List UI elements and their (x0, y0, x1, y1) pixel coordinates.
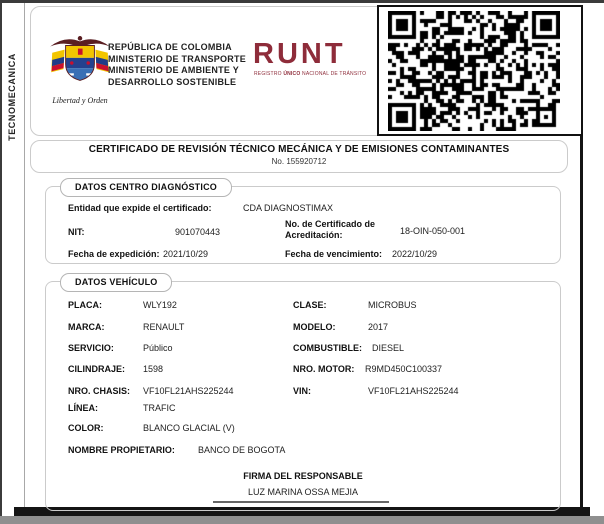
signature-title: FIRMA DEL RESPONSABLE (243, 471, 363, 481)
field-propietario-label: NOMBRE PROPIETARIO: (68, 445, 175, 455)
certificate-number: No. 155920712 (271, 157, 327, 166)
side-vertical-label: TECNOMECANICA (7, 53, 17, 141)
runt-subtitle-suffix: NACIONAL DE TRÁNSITO (300, 71, 367, 77)
field-entity-value: CDA DIAGNOSTIMAX (243, 203, 334, 213)
field-cilindraje-label: CILINDRAJE: (68, 364, 126, 374)
field-marca-label: MARCA: (68, 322, 105, 332)
field-placa-value: WLY192 (143, 300, 177, 310)
scan-frame-bottom-shadow (0, 516, 604, 524)
signature-line (213, 501, 389, 503)
scan-frame-top (0, 0, 604, 3)
field-clase-label: CLASE: (293, 300, 327, 310)
field-clase-value: MICROBUS (368, 300, 417, 310)
colombia-coat-of-arms-icon (44, 32, 116, 94)
field-expiry-date-label: Fecha de vencimiento: (285, 249, 383, 259)
page-left-edge (24, 3, 25, 507)
runt-subtitle-bold: ÚNICO (283, 71, 301, 77)
field-vin-label: VIN: (293, 386, 311, 396)
field-combustible-value: DIESEL (372, 343, 405, 353)
field-color-label: COLOR: (68, 423, 104, 433)
field-propietario-value: BANCO DE BOGOTA (198, 445, 286, 455)
signature-name: LUZ MARINA OSSA MEJIA (247, 487, 359, 497)
ministry-line: DESARROLLO SOSTENIBLE (108, 76, 237, 87)
coat-of-arms-caption: Libertad y Orden (52, 96, 108, 105)
scan-frame-left (0, 0, 2, 516)
runt-subtitle-prefix: REGISTRO (254, 71, 284, 77)
field-accreditation-label: No. de Certificado de Acreditación: (285, 219, 376, 240)
field-modelo-label: MODELO: (293, 322, 336, 332)
field-linea-label: LÍNEA: (68, 403, 98, 413)
field-modelo-value: 2017 (368, 322, 389, 332)
runt-logo-subtitle (254, 71, 366, 77)
certificate-title: CERTIFICADO DE REVISIÓN TÉCNICO MECÁNICA Y DE EMISIONES CONTAMINANTES (88, 144, 510, 155)
field-marca-value: RENAULT (143, 322, 185, 332)
field-servicio-value: Público (143, 343, 173, 353)
field-accreditation-value: 18-OIN-050-001 (400, 226, 466, 236)
field-issue-date-label: Fecha de expedición: (68, 249, 160, 259)
qr-code-icon (388, 11, 560, 131)
field-vin-value: VF10FL21AHS225244 (368, 386, 459, 396)
field-expiry-date-value: 2022/10/29 (392, 249, 438, 259)
runt-logo: RUNT (253, 38, 346, 70)
field-cilindraje-value: 1598 (143, 364, 164, 374)
ministry-text-block (108, 42, 246, 88)
vehicle-section-title: DATOS VEHÍCULO (60, 273, 172, 292)
field-color-value: BLANCO GLACIAL (V) (143, 423, 235, 433)
field-entity-label: Entidad que expide el certificado: (68, 203, 212, 213)
ministry-line: MINISTERIO DE TRANSPORTE (108, 53, 247, 64)
ministry-line: REPÚBLICA DE COLOMBIA (108, 42, 232, 52)
field-placa-label: PLACA: (68, 300, 102, 310)
field-nit-value: 901070443 (175, 227, 221, 237)
field-combustible-label: COMBUSTIBLE: (293, 343, 362, 353)
field-motor-value: R9MD450C100337 (365, 364, 443, 374)
field-motor-label: NRO. MOTOR: (293, 364, 355, 374)
ministry-line: MINISTERIO DE AMBIENTE Y (108, 65, 240, 75)
field-chasis-value: VF10FL21AHS225244 (143, 386, 234, 396)
field-chasis-label: NRO. CHASIS: (68, 386, 131, 396)
field-linea-value: TRAFIC (143, 403, 176, 413)
field-issue-date-value: 2021/10/29 (163, 249, 209, 259)
diagnostic-center-section-title: DATOS CENTRO DIAGNÓSTICO (60, 178, 232, 197)
field-servicio-label: SERVICIO: (68, 343, 114, 353)
field-nit-label: NIT: (68, 227, 85, 237)
